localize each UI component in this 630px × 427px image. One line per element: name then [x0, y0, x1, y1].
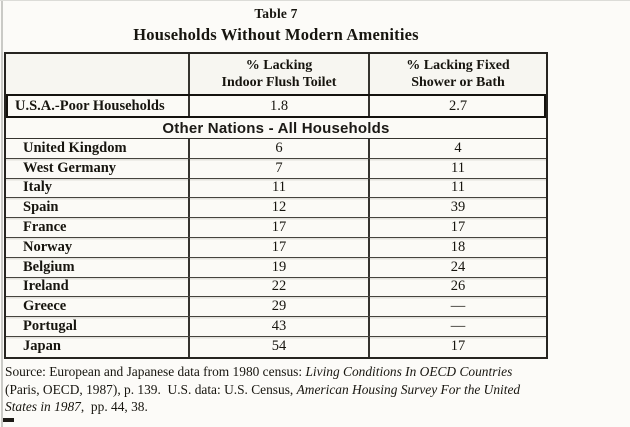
shower-value: 11 [368, 159, 546, 178]
shower-value: 11 [368, 179, 546, 198]
table-row [6, 238, 546, 258]
header-shower-line1: % Lacking Fixed [406, 58, 510, 73]
header-toilet-line1: % Lacking [245, 58, 313, 73]
country-name: Italy [23, 179, 52, 196]
table-row [6, 317, 546, 337]
country-name: Norway [23, 238, 73, 255]
toilet-value: 54 [188, 337, 368, 357]
source-line: Source: European and Japanese data from 1980 census: Living Conditions In OECD Countries [5, 364, 513, 379]
header-shower-line2: Shower or Bath [411, 75, 505, 90]
data-table [4, 52, 548, 359]
country-name: Ireland [23, 278, 69, 295]
country-name: Belgium [23, 258, 75, 275]
header-cell-country [6, 54, 188, 94]
shower-value: 4 [368, 139, 546, 158]
shower-value: 17 [368, 218, 546, 237]
page-title: Households Without Modern Amenities [133, 25, 419, 44]
usa-row-label: U.S.A.-Poor Households [15, 97, 165, 114]
shower-value: — [368, 297, 546, 316]
source-line: (Paris, OECD, 1987), p. 139. U.S. data: U.S. Census, American Housing Survey For the United [5, 381, 521, 397]
toilet-value: 7 [188, 159, 368, 178]
toilet-value: 43 [188, 317, 368, 336]
shower-value: 39 [368, 198, 546, 217]
table-row [6, 258, 546, 278]
table-row [6, 139, 546, 159]
toilet-value: 6 [188, 139, 368, 158]
page-edge-top [0, 0, 630, 1]
shower-value: 18 [368, 238, 546, 257]
header-toilet-line2: Indoor Flush Toilet [221, 75, 337, 90]
country-name: West Germany [23, 159, 117, 176]
toilet-value: 11 [188, 179, 368, 198]
shower-value: 24 [368, 258, 546, 277]
toilet-value: 12 [188, 198, 368, 217]
country-name: Japan [23, 338, 61, 355]
toilet-value: 29 [188, 297, 368, 316]
source-note [5, 363, 565, 416]
table-row [6, 278, 546, 298]
table-row [6, 297, 546, 317]
country-name: Greece [23, 298, 67, 315]
toilet-value: 17 [188, 238, 368, 257]
header-cell-shower [368, 54, 546, 94]
toilet-value: 19 [188, 258, 368, 277]
usa-row [6, 94, 546, 118]
table-row [6, 179, 546, 199]
page-edge-left [1, 0, 3, 427]
toilet-value: 22 [188, 278, 368, 297]
usa-toilet-value: 1.8 [188, 96, 368, 116]
shower-value: 26 [368, 278, 546, 297]
section-header-label: Other Nations - All Households [162, 119, 390, 137]
header-cell-toilet [188, 54, 368, 94]
country-rows [6, 139, 546, 357]
country-name: Portugal [23, 318, 77, 335]
country-name: United Kingdom [23, 139, 127, 156]
section-header-row [6, 118, 546, 139]
shower-value: — [368, 317, 546, 336]
country-name: Spain [23, 199, 59, 216]
header-row [6, 54, 546, 94]
table-row [6, 159, 546, 179]
source-line: States in 1987, pp. 44, 38. [5, 399, 148, 414]
scan-artifact-mark [3, 418, 14, 422]
toilet-value: 17 [188, 218, 368, 237]
usa-shower-value: 2.7 [368, 96, 546, 116]
table-row [6, 218, 546, 238]
title-block [4, 6, 548, 45]
table-row [6, 198, 546, 218]
shower-value: 17 [368, 337, 546, 357]
table-number: Table 7 [254, 6, 298, 21]
country-name: France [23, 219, 67, 236]
table-row [6, 337, 546, 357]
